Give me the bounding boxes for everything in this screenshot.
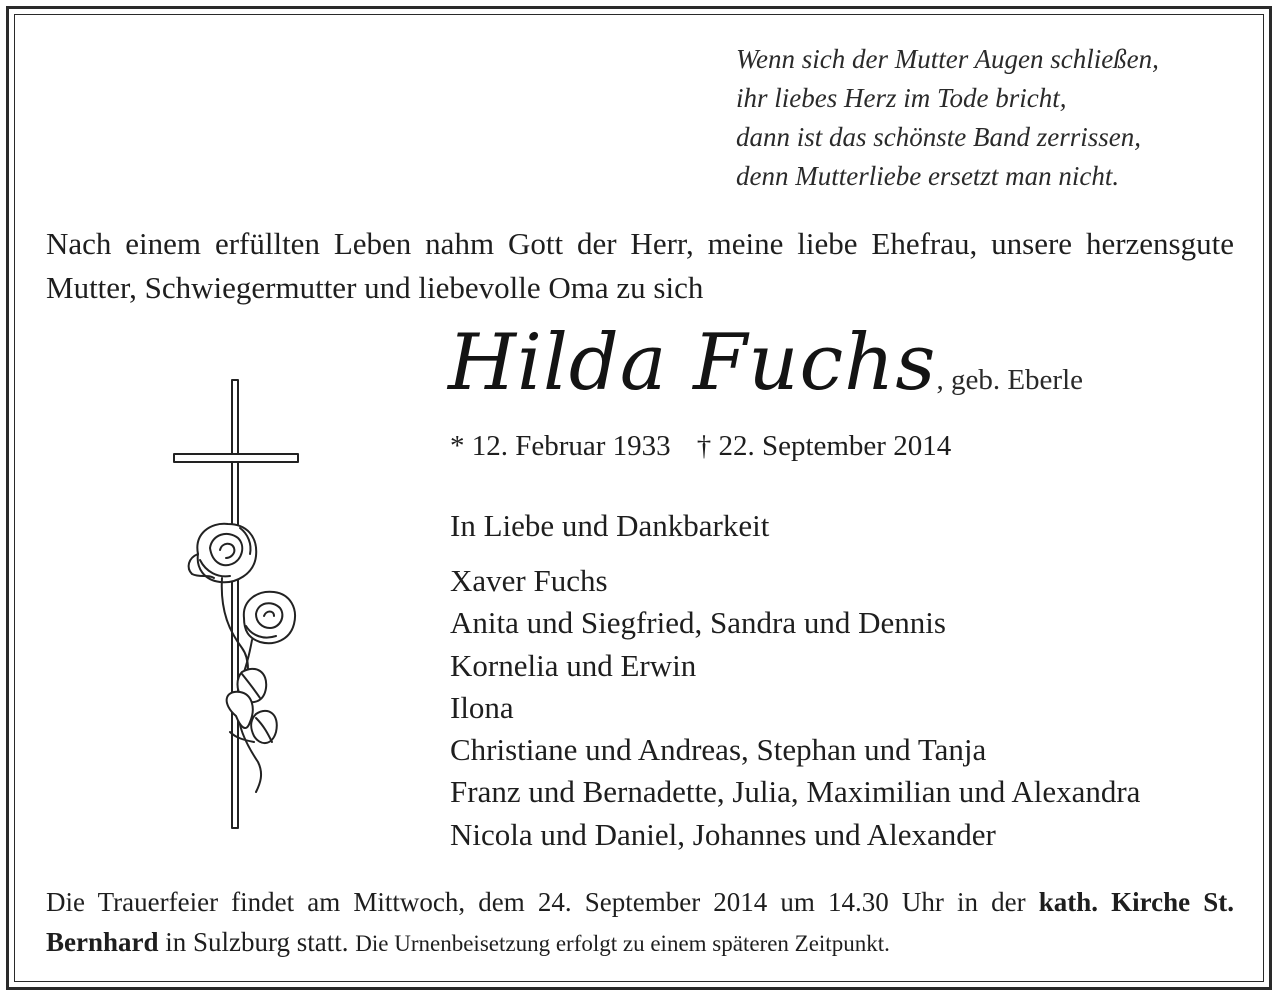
family-line: Anita und Siegfried, Sandra und Dennis xyxy=(450,605,946,641)
urn-note: Die Urnenbeisetzung erfolgt zu einem späteren Zeitpunkt. xyxy=(355,931,890,956)
intro-text: Nach einem erfüllten Leben nahm Gott der Herr, meine liebe Ehefrau, unsere herzensgute Mutter, Schwiegermutter und liebevolle Oma zu sich xyxy=(46,226,1234,305)
service-info xyxy=(46,882,1234,964)
poem-line: ihr liebes Herz im Tode bricht, xyxy=(736,83,1067,113)
service-text: Die Trauerfeier findet am Mittwoch, dem 24. September 2014 um 14.30 Uhr in der xyxy=(46,887,1039,917)
closing-phrase: In Liebe und Dankbarkeit xyxy=(450,508,770,543)
poem-line: dann ist das schönste Band zerrissen, xyxy=(736,122,1141,152)
birth-date: * 12. Februar 1933 xyxy=(450,430,671,462)
life-dates xyxy=(450,430,951,463)
poem-line: Wenn sich der Mutter Augen schließen, xyxy=(736,44,1159,74)
poem xyxy=(736,40,1159,196)
service-town: in Sulzburg statt. xyxy=(158,927,356,957)
family-line: Nicola und Daniel, Johannes und Alexander xyxy=(450,816,996,852)
cross-with-roses-icon xyxy=(160,372,320,841)
family-line: Xaver Fuchs xyxy=(450,563,608,598)
deceased-name: Hilda Fuchs xyxy=(448,318,937,408)
maiden-name: , geb. Eberle xyxy=(936,364,1083,396)
death-date: † 22. September 2014 xyxy=(696,430,952,462)
service-location: kath. Kirche St. Bernhard xyxy=(46,887,1234,957)
family-line: Ilona xyxy=(450,689,514,725)
poem-line: denn Mutterliebe ersetzt man nicht. xyxy=(736,161,1120,191)
family-list xyxy=(450,560,1140,856)
deceased-name-row xyxy=(448,318,1083,408)
family-line: Franz und Bernadette, Julia, Maximilian und Alexandra xyxy=(450,774,1141,810)
family-line: Christiane und Andreas, Stephan und Tanja xyxy=(450,732,987,768)
family-line: Kornelia und Erwin xyxy=(450,647,697,683)
